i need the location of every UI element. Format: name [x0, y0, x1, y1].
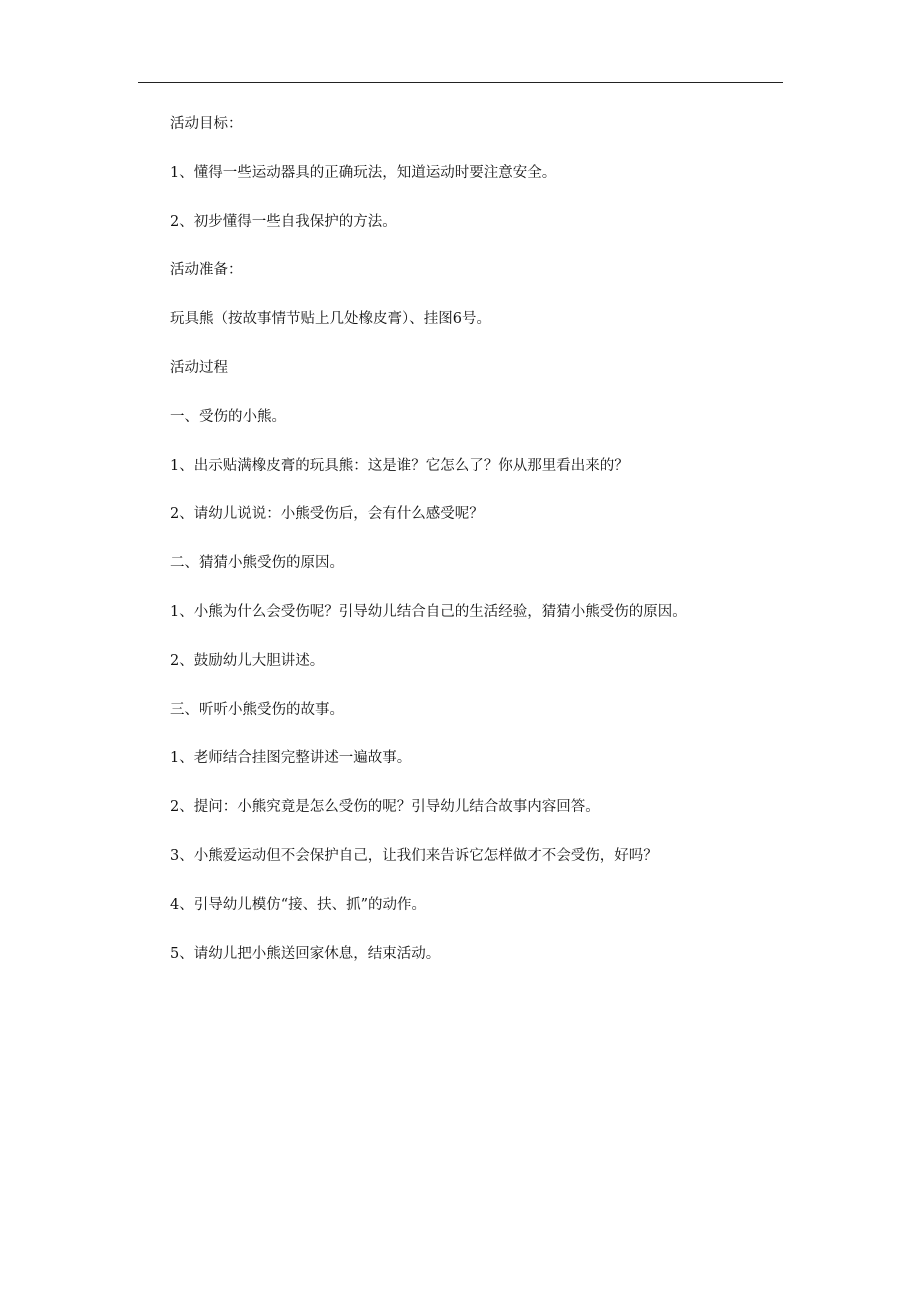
process-item: 2、鼓励幼儿大胆讲述。	[170, 652, 325, 669]
section-heading-goals: 活动目标：	[170, 116, 243, 132]
process-item: 5、请幼儿把小熊送回家休息，结束活动。	[170, 945, 441, 962]
process-item: 1、出示贴满橡皮膏的玩具熊：这是谁？它怎么了？你从那里看出来的？	[170, 457, 629, 474]
goal-item: 1、懂得一些运动器具的正确玩法，知道运动时要注意安全。	[170, 164, 557, 181]
process-step-heading: 三、听听小熊受伤的故事。	[170, 701, 344, 718]
process-item: 1、小熊为什么会受伤呢？引导幼儿结合自己的生活经验，猜猜小熊受伤的原因。	[170, 603, 687, 620]
preparation-text: 玩具熊（按故事情节贴上几处橡皮膏）、挂图6号。	[170, 311, 491, 328]
section-heading-preparation: 活动准备：	[170, 262, 243, 279]
process-item: 4、引导幼儿模仿“接、扶、抓”的动作。	[170, 896, 427, 913]
goal-item: 2、初步懂得一些自我保护的方法。	[170, 213, 397, 230]
header-rule	[138, 82, 783, 83]
process-step-heading: 二、猜猜小熊受伤的原因。	[170, 555, 344, 572]
process-step-heading: 一、受伤的小熊。	[170, 408, 286, 425]
document-body	[170, 113, 770, 991]
section-heading-process: 活动过程	[170, 359, 228, 376]
process-item: 2、请幼儿说说：小熊受伤后，会有什么感受呢？	[170, 506, 484, 523]
process-item: 1、老师结合挂图完整讲述一遍故事。	[170, 750, 412, 767]
process-item: 3、小熊爱运动但不会保护自己，让我们来告诉它怎样做才不会受伤，好吗？	[170, 847, 658, 864]
process-item: 2、提问：小熊究竟是怎么受伤的呢？引导幼儿结合故事内容回答。	[170, 799, 600, 816]
